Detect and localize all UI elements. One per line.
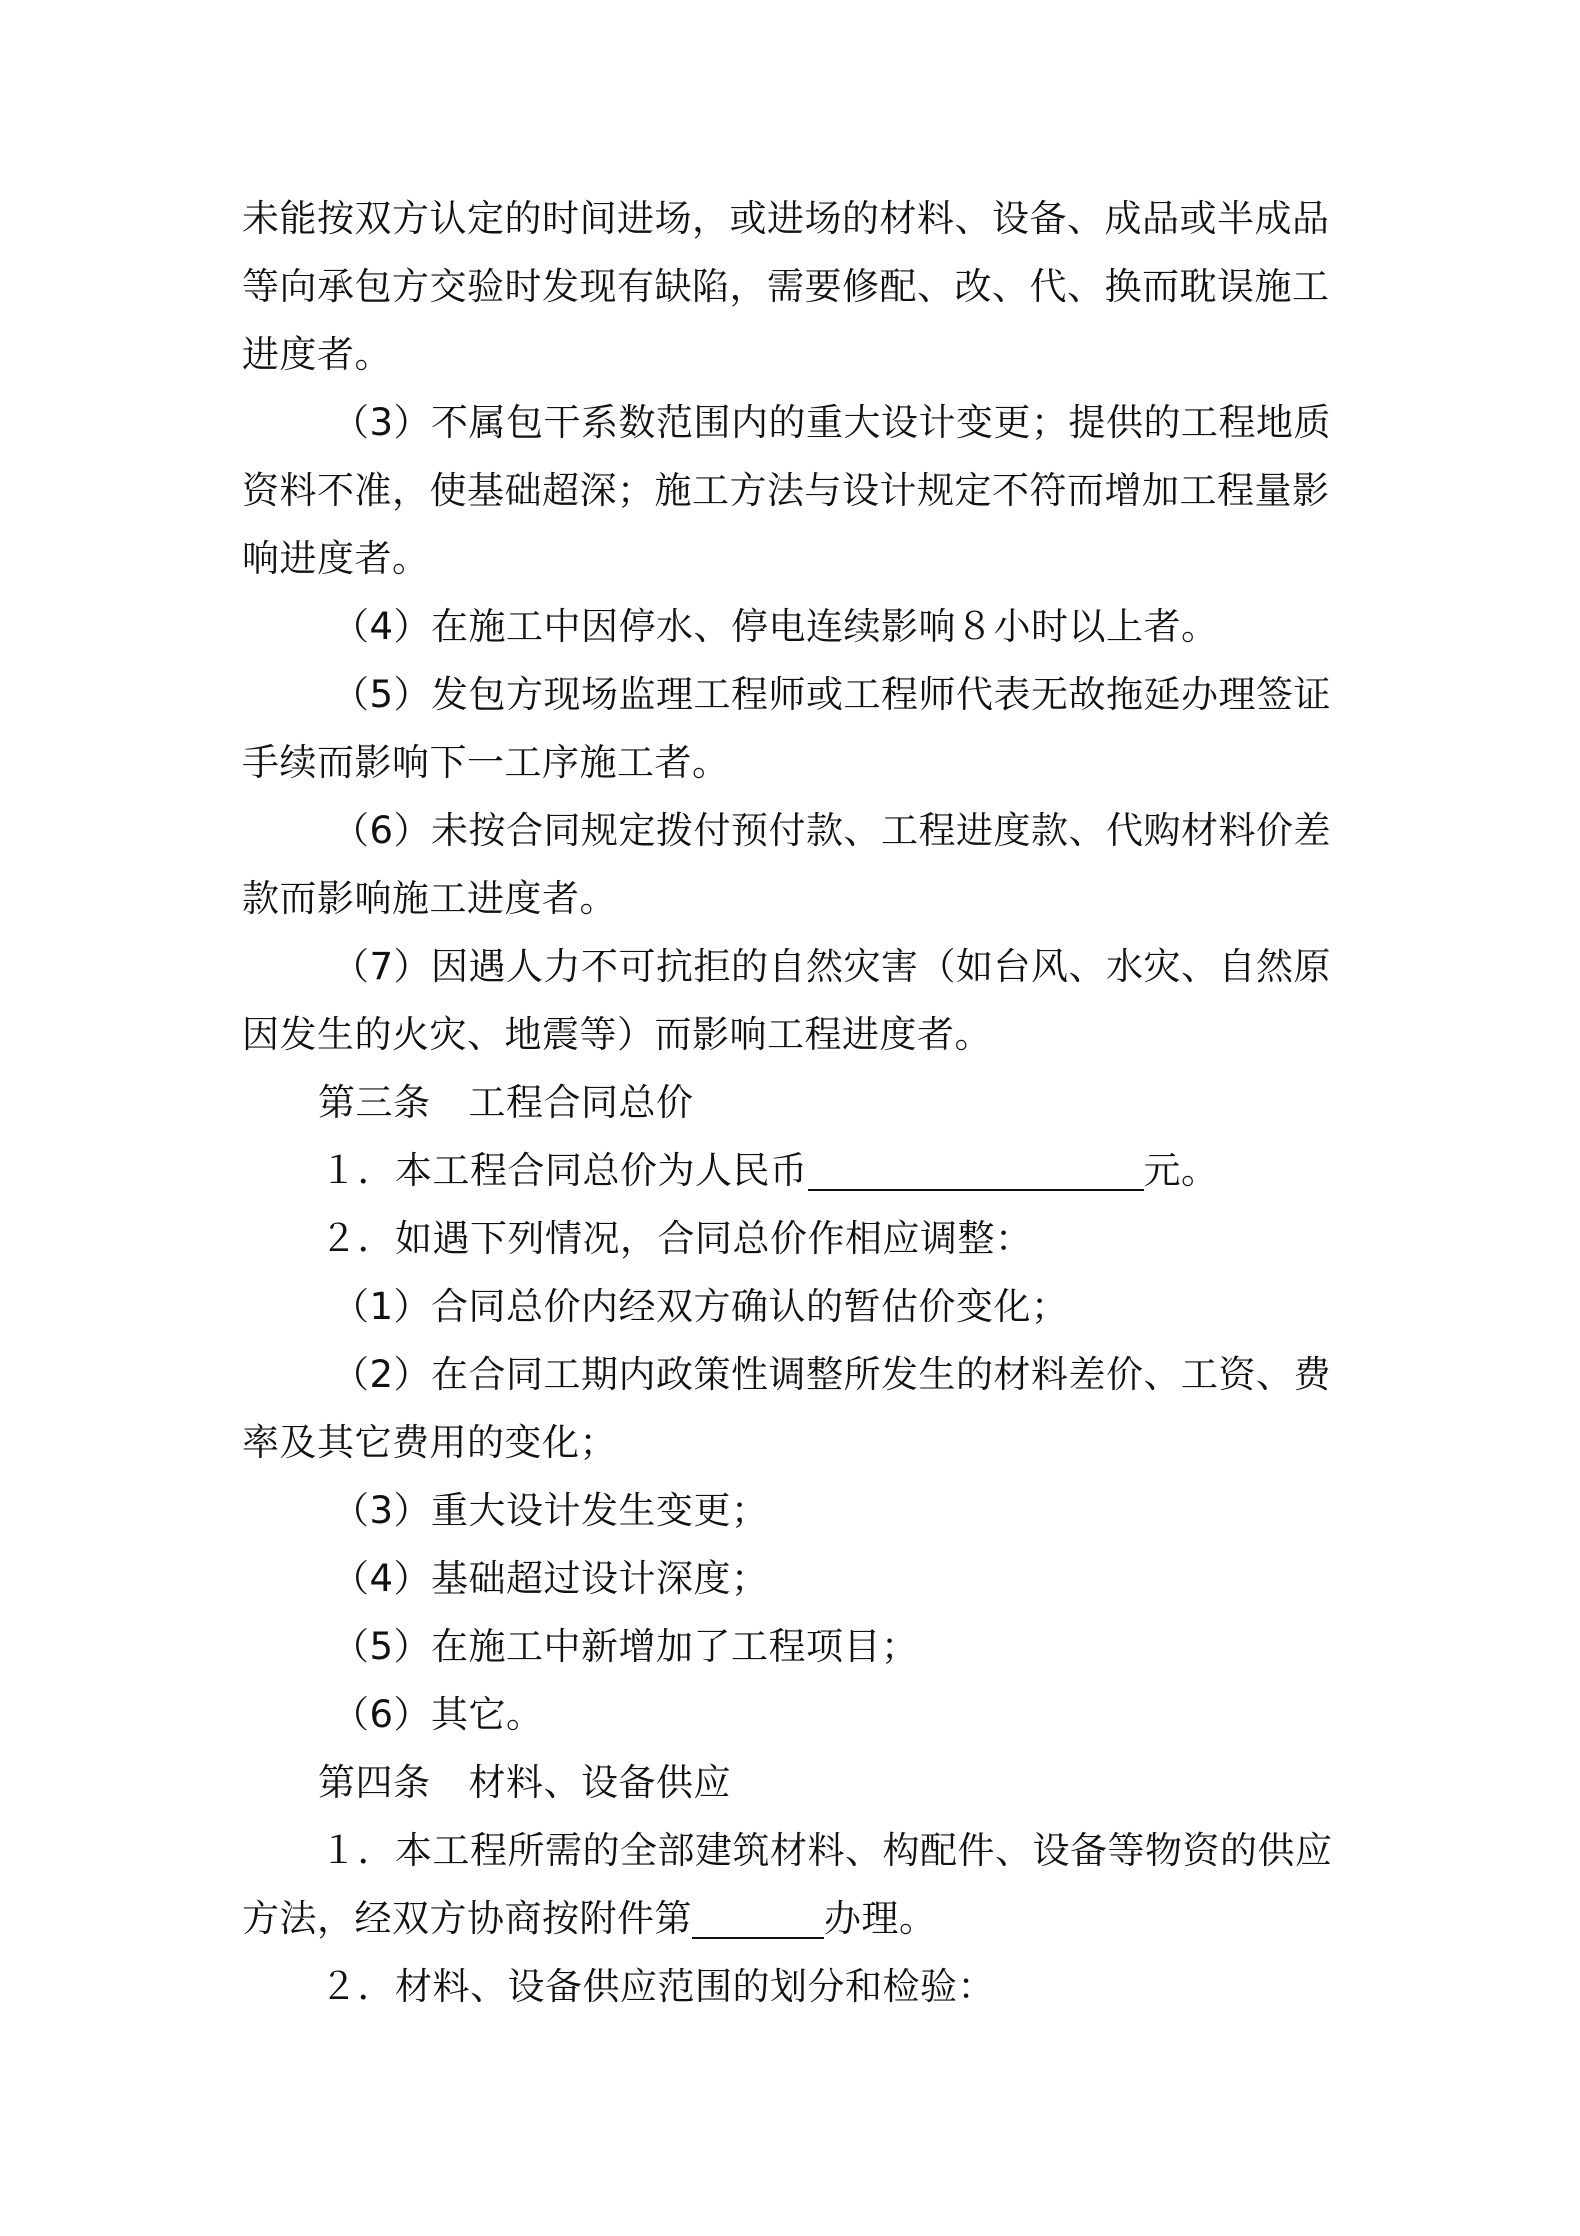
adjustment-item-3: （3）重大设计发生变更；	[332, 1489, 769, 1532]
item-text: 元。	[1143, 1149, 1219, 1192]
article-3-item-1	[242, 1137, 1336, 1205]
clause-4-line: （4）在施工中因停水、停电连续影响８小时以上者。	[332, 605, 1219, 648]
adjustment-item-1: （1）合同总价内经双方确认的暂估价变化；	[332, 1285, 1069, 1328]
appendix-number-blank-field[interactable]	[692, 1893, 824, 1939]
article-4-item-2: ２．材料、设备供应范围的划分和检验：	[320, 1965, 995, 2008]
adjustment-item-6: （6）其它。	[332, 1693, 544, 1736]
article-4-item-1: １．本工程所需的全部建筑材料、构配件、设备等物资的供应	[320, 1829, 1333, 1872]
document-body	[242, 185, 1336, 2021]
adjustment-item-2: （2）在合同工期内政策性调整所发生的材料差价、工资、费	[332, 1353, 1332, 1396]
paragraph-line: 因发生的火灾、地震等）而影响工程进度者。	[242, 1013, 992, 1056]
item-text: 办理。	[824, 1897, 937, 1940]
article-3-item-2: ２．如遇下列情况，合同总价作相应调整：	[320, 1217, 1033, 1260]
article-4-heading	[242, 1749, 1336, 1817]
article-3-heading	[242, 1069, 1336, 1137]
total-price-blank-field[interactable]	[808, 1145, 1144, 1191]
article-3-number: 第三条	[318, 1081, 431, 1124]
clause-3-line: （3）不属包干系数范围内的重大设计变更；提供的工程地质	[332, 401, 1332, 444]
paragraph-line: 未能按双方认定的时间进场，或进场的材料、设备、成品或半成品	[242, 197, 1330, 240]
item-text: 方法，经双方协商按附件第	[242, 1897, 692, 1940]
paragraph-line: 手续而影响下一工序施工者。	[242, 741, 730, 784]
clause-7-line: （7）因遇人力不可抗拒的自然灾害（如台风、水灾、自然原	[332, 945, 1332, 988]
adjustment-item-4: （4）基础超过设计深度；	[332, 1557, 769, 1600]
paragraph-line: 进度者。	[242, 333, 392, 376]
article-4-title: 材料、设备供应	[468, 1761, 731, 1804]
paragraph-line: 资料不准，使基础超深；施工方法与设计规定不符而增加工程量影	[242, 469, 1330, 512]
article-4-item-1-cont	[242, 1885, 1336, 1953]
clause-5-line: （5）发包方现场监理工程师或工程师代表无故拖延办理签证	[332, 673, 1332, 716]
paragraph-line: 响进度者。	[242, 537, 430, 580]
clause-6-line: （6）未按合同规定拨付预付款、工程进度款、代购材料价差	[332, 809, 1332, 852]
paragraph-line: 等向承包方交验时发现有缺陷，需要修配、改、代、换而耽误施工	[242, 265, 1330, 308]
paragraph-line: 款而影响施工进度者。	[242, 877, 617, 920]
article-3-title: 工程合同总价	[468, 1081, 694, 1124]
article-4-number: 第四条	[318, 1761, 431, 1804]
adjustment-item-5: （5）在施工中新增加了工程项目；	[332, 1625, 919, 1668]
paragraph-line: 率及其它费用的变化；	[242, 1421, 617, 1464]
item-text: １．本工程合同总价为人民币	[320, 1149, 808, 1192]
